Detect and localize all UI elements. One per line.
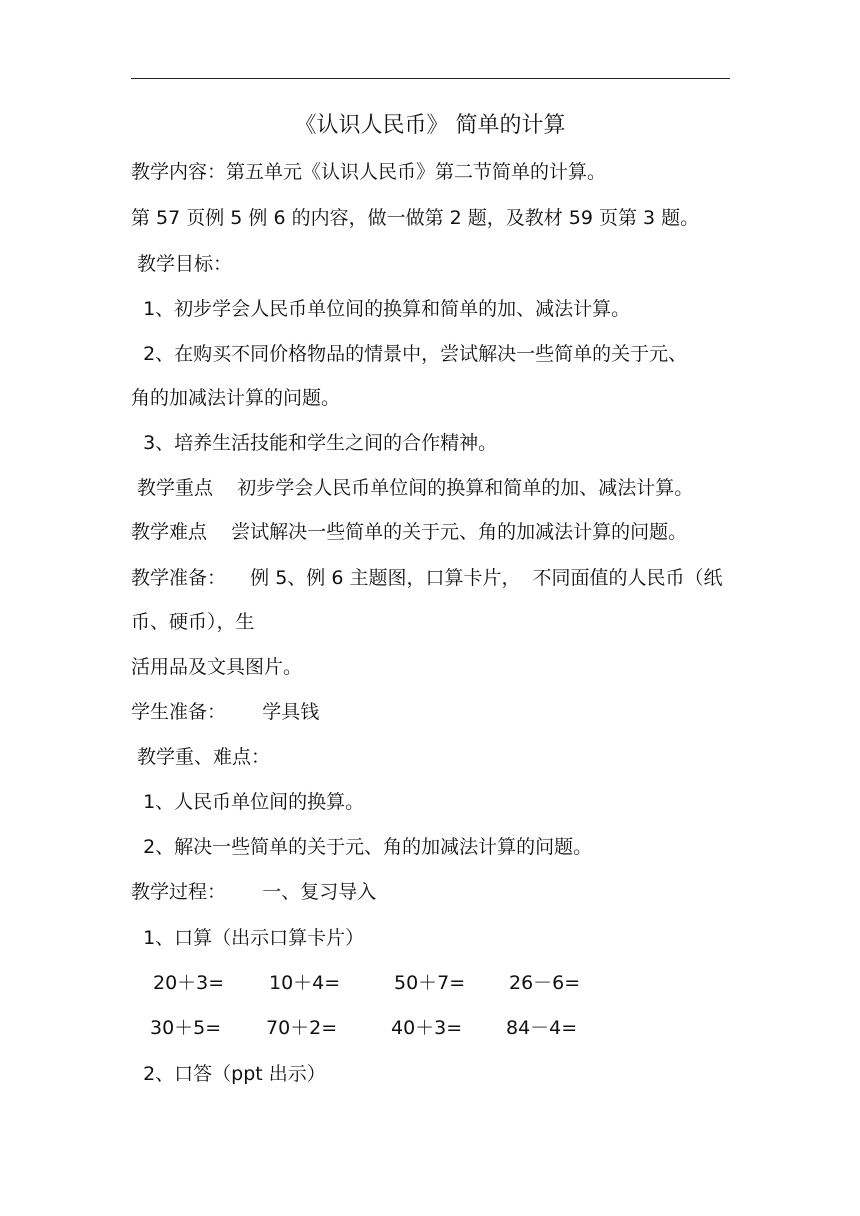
- key-difficult-item-2: 2、解决一些简单的关于元、角的加减法计算的问题。: [131, 836, 593, 858]
- textbook-pages-line: 第 57 页例 5 例 6 的内容，做一做第 2 题，及教材 59 页第 3 题。: [131, 207, 700, 229]
- student-prep-line: 学生准备： 学具钱: [131, 701, 320, 723]
- teaching-prep-continuation-1: 币、硬币），生: [131, 611, 255, 633]
- teaching-prep-line: 教学准备： 例 5、例 6 主题图，口算卡片， 不同面值的人民币（纸: [131, 567, 723, 589]
- oral-calc-line: 1、口算（出示口算卡片）: [131, 927, 365, 949]
- drill-item: 40＋3=: [391, 1017, 463, 1039]
- teaching-content-line: 教学内容：第五单元《认识人民币》第二节简单的计算。: [131, 161, 607, 183]
- teaching-goals-heading: 教学目标：: [131, 253, 233, 275]
- teaching-prep-continuation-2: 活用品及文具图片。: [131, 656, 303, 678]
- key-difficult-item-1: 1、人民币单位间的换算。: [131, 791, 365, 813]
- drill-item: 10＋4=: [269, 972, 341, 994]
- goal-1-line: 1、初步学会人民币单位间的换算和简单的加、减法计算。: [131, 298, 631, 320]
- page-title: 《认识人民币》 简单的计算: [294, 113, 566, 138]
- difficult-point-line: 教学难点 尝试解决一些简单的关于元、角的加减法计算的问题。: [131, 521, 688, 543]
- teaching-process-line: 教学过程： 一、复习导入: [131, 881, 377, 903]
- key-difficult-heading: 教学重、难点：: [131, 746, 271, 768]
- drill-item: 84－4=: [506, 1017, 578, 1039]
- key-point-line: 教学重点 初步学会人民币单位间的换算和简单的加、减法计算。: [131, 477, 694, 499]
- drill-item: 70＋2=: [266, 1017, 338, 1039]
- oral-answer-line: 2、口答（ppt 出示）: [131, 1063, 326, 1085]
- drill-item: 20＋3=: [153, 972, 225, 994]
- drill-item: 30＋5=: [150, 1017, 222, 1039]
- goal-3-line: 3、培养生活技能和学生之间的合作精神。: [131, 432, 498, 454]
- goal-2-line: 2、在购买不同价格物品的情景中，尝试解决一些简单的关于元、: [131, 343, 688, 365]
- header-rule: [131, 78, 730, 79]
- goal-2-continuation: 角的加减法计算的问题。: [131, 387, 341, 409]
- drill-item: 50＋7=: [394, 972, 466, 994]
- drill-item: 26－6=: [509, 972, 581, 994]
